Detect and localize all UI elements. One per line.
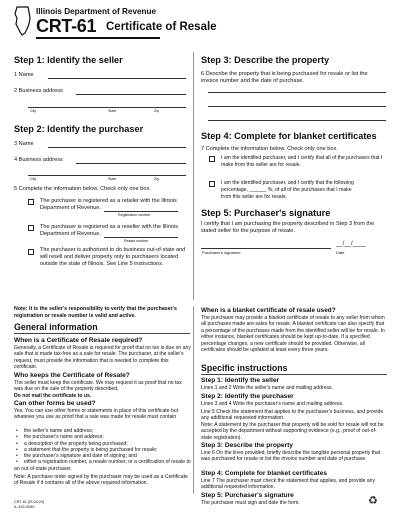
purchaser-city-state-zip-field[interactable] xyxy=(28,175,186,176)
instr-step1-heading: Step 1: Identify the seller xyxy=(201,377,280,384)
property-description-line2[interactable] xyxy=(208,106,386,107)
instr-step3-heading: Step 3: Describe the property xyxy=(201,442,293,449)
seller-name-label: 1 Name xyxy=(14,72,34,78)
do-not-mail-notice: Do not mail the certificate to us. xyxy=(14,393,92,399)
illinois-map-icon xyxy=(14,6,32,36)
seller-address-field[interactable] xyxy=(76,94,186,95)
instr-step2-text: Lines 3 and 4 Write the purchaser's name and mailing address. xyxy=(201,401,344,407)
purchase-order-note: Note: A purchase order signed by the purchaser may be used as a Certificate of Resale if it contains all of the above required information. xyxy=(14,474,188,487)
retailer-checkbox[interactable] xyxy=(28,199,34,205)
purchaser-address-field[interactable] xyxy=(76,163,186,164)
purchaser-address-label: 4 Business address xyxy=(14,157,63,163)
line6-instruction: 6 Describe the property that is being purchased for resale or list the invoice number and the date of purchase. xyxy=(201,71,368,84)
blanket-percentage-line3: from this seller are for resale. xyxy=(221,194,287,200)
form-footer xyxy=(14,500,44,509)
resale-number-label: Resale number xyxy=(124,239,149,243)
step2-heading: Step 2: Identify the purchaser xyxy=(14,124,144,134)
seller-state-label: State xyxy=(108,109,117,113)
blanket-all-option: I am the identified purchaser, and I certify that all of the purchases that I make from this seller are for resale. xyxy=(221,155,383,169)
general-heading-rule xyxy=(14,333,190,334)
q-other-forms: Can other forms be used? xyxy=(14,400,96,407)
retailer-option-line1: The purchaser is registered as a retailer with the Illinois xyxy=(40,198,177,204)
list-item: • the purchaser's signature and date of signing; and xyxy=(14,453,192,459)
specific-instructions-heading: Specific instructions xyxy=(201,363,288,373)
blanket-percentage-checkbox[interactable] xyxy=(209,181,215,187)
form-control-number: IL-492-0080 xyxy=(14,504,35,509)
column-divider-bottom xyxy=(193,306,194,494)
line7-instruction: 7 Complete the information below. Check only one box. xyxy=(201,146,338,152)
a-when-required: Generally, a Certificate of Resale is required for proof that no tax is due on any sale that is made tax-free as a sale for resale. The purchaser, at the seller's request, must provide the information that is needed to complete this certificate. xyxy=(14,345,191,371)
q-when-required: When is a Certificate of Resale required? xyxy=(14,337,143,344)
form-number: CRT-61 xyxy=(36,16,97,36)
q-who-keeps: Who keeps the Certificate of Resale? xyxy=(14,372,130,379)
reseller-option-line1: The purchaser is registered as a reseller with the Illinois xyxy=(40,224,179,230)
registration-number-field[interactable] xyxy=(104,211,178,212)
a-blanket-certificate: The purchaser may provide a blanket certificate of resale to any seller from whom all purchases made are sales for resale. A blanket certificate can also specify that a percentage of the purchases made from the identified seller will be for resale. In either instance, blanket certificates should be kept up-to-date. If a specified percentage changes, a new certificate should be provided. Otherwise, all certificates should be updated at least every three years. xyxy=(201,315,385,354)
date-label: Date xyxy=(336,250,345,255)
signature-label: Purchaser's signature xyxy=(202,250,241,255)
step1-heading: Step 1: Identify the seller xyxy=(14,55,123,65)
blanket-percentage-line2: percentage, ______ %, of all of the purchases that I make xyxy=(221,187,352,193)
instr-step2-note: Note: A statement by the purchaser that property will be sold for resale will not be accepted by the department without supporting evidence (e.g., proof of out-of-state registration). xyxy=(201,422,384,441)
seller-city-label: City xyxy=(30,109,37,113)
instr-step4-heading: Step 4: Complete for blanket certificates xyxy=(201,470,328,477)
certification-statement: I certify that I am purchasing the property described in Step 3 from the stated seller for the purpose of resale. xyxy=(201,221,375,234)
purchaser-name-label: 3 Name xyxy=(14,141,34,147)
purchaser-state-label: State xyxy=(108,177,117,181)
date-field[interactable]: __/__/____ xyxy=(336,241,367,247)
blanket-all-checkbox[interactable] xyxy=(209,156,215,162)
out-of-state-checkbox[interactable] xyxy=(28,249,34,255)
seller-city-state-zip-field[interactable] xyxy=(28,107,186,108)
a-who-keeps: The seller must keep the certificate. We may request it as proof that no tax was due on the sale of the property described. xyxy=(14,380,182,393)
property-description-line1[interactable] xyxy=(208,92,386,93)
specific-heading-rule xyxy=(201,374,387,375)
instr-step5-heading: Step 5: Purchaser's signature xyxy=(201,492,294,499)
form-title: Certificate of Resale xyxy=(106,21,217,33)
required-contents-list xyxy=(14,428,192,472)
purchaser-name-field[interactable] xyxy=(48,147,186,148)
registration-number-label: Registration number xyxy=(118,213,151,217)
list-item: • either a registration number, a resale number, or a certification of resale to an out-of-state purchaser. xyxy=(14,459,192,472)
retailer-option-line2: Department of Revenue. xyxy=(40,205,101,211)
instr-line5-text: Line 5 Check the statement that applies to the purchaser's business, and provide any additional requested information. xyxy=(201,409,384,422)
blanket-percentage-line1: I am the identified purchaser, and I certify that the following xyxy=(221,180,354,186)
reseller-option-line2: Department of Revenue. xyxy=(40,231,101,237)
step5-heading: Step 5: Purchaser's signature xyxy=(201,208,331,218)
list-item: • the purchaser's name and address; xyxy=(14,434,192,440)
form-revision: CRT-61 (R-01/20) xyxy=(14,500,45,504)
recycle-icon: ♻ xyxy=(368,495,378,507)
seller-zip-label: Zip xyxy=(154,109,159,113)
out-of-state-option: The purchaser is authorized to do business out-of-state and will resell and deliver property only to purchasers located outside the state of Illinois. See Line 5 instructions. xyxy=(40,247,186,267)
header-rule xyxy=(36,37,160,39)
signature-field[interactable] xyxy=(201,248,331,249)
seller-name-field[interactable] xyxy=(48,78,186,79)
seller-address-label: 2 Business address xyxy=(14,88,63,94)
instr-step4-text: Line 7 The purchaser must check the statement that applies, and provide any additional requested information. xyxy=(201,478,376,491)
purchaser-zip-label: Zip xyxy=(154,177,159,181)
list-item: • the seller's name and address; xyxy=(14,428,192,434)
instr-step5-text: The purchaser must sign and date the form. xyxy=(201,500,300,506)
q-blanket-certificate: When is a blanket certificate of resale used? xyxy=(201,307,336,314)
list-item: • a statement that the property is being purchased for resale; xyxy=(14,447,192,453)
resale-number-field[interactable] xyxy=(104,237,178,238)
instr-step3-text: Line 6 On the lines provided, briefly describe the tangible personal property that was purchased for resale or list the invoice number and date of purchase. xyxy=(201,450,381,463)
verification-note: Note: It is the seller's responsibility to verify that the purchaser's registration or resale number is valid and active. xyxy=(14,306,177,319)
line5-instruction: 5 Complete the information below. Check only one box. xyxy=(14,186,151,192)
a-other-forms: Yes. You can use other forms or statements in place of this certificate but whatever you use as proof that a sale was made for resale must contain xyxy=(14,408,179,421)
instr-step2-heading: Step 2: Identify the purchaser xyxy=(201,393,294,400)
property-description-line3[interactable] xyxy=(208,120,386,121)
instr-step1-text: Lines 1 and 2 Write the seller's name and mailing address. xyxy=(201,385,333,391)
general-information-heading: General information xyxy=(14,322,98,332)
step3-heading: Step 3: Describe the property xyxy=(201,55,330,65)
department-name: Illinois Department of Revenue xyxy=(36,7,157,16)
column-divider-top xyxy=(193,52,194,300)
form-header xyxy=(14,6,254,44)
purchaser-city-label: City xyxy=(30,177,37,181)
step4-heading: Step 4: Complete for blanket certificates xyxy=(201,131,377,141)
list-item: • a description of the property being purchased; xyxy=(14,441,192,447)
reseller-checkbox[interactable] xyxy=(28,225,34,231)
